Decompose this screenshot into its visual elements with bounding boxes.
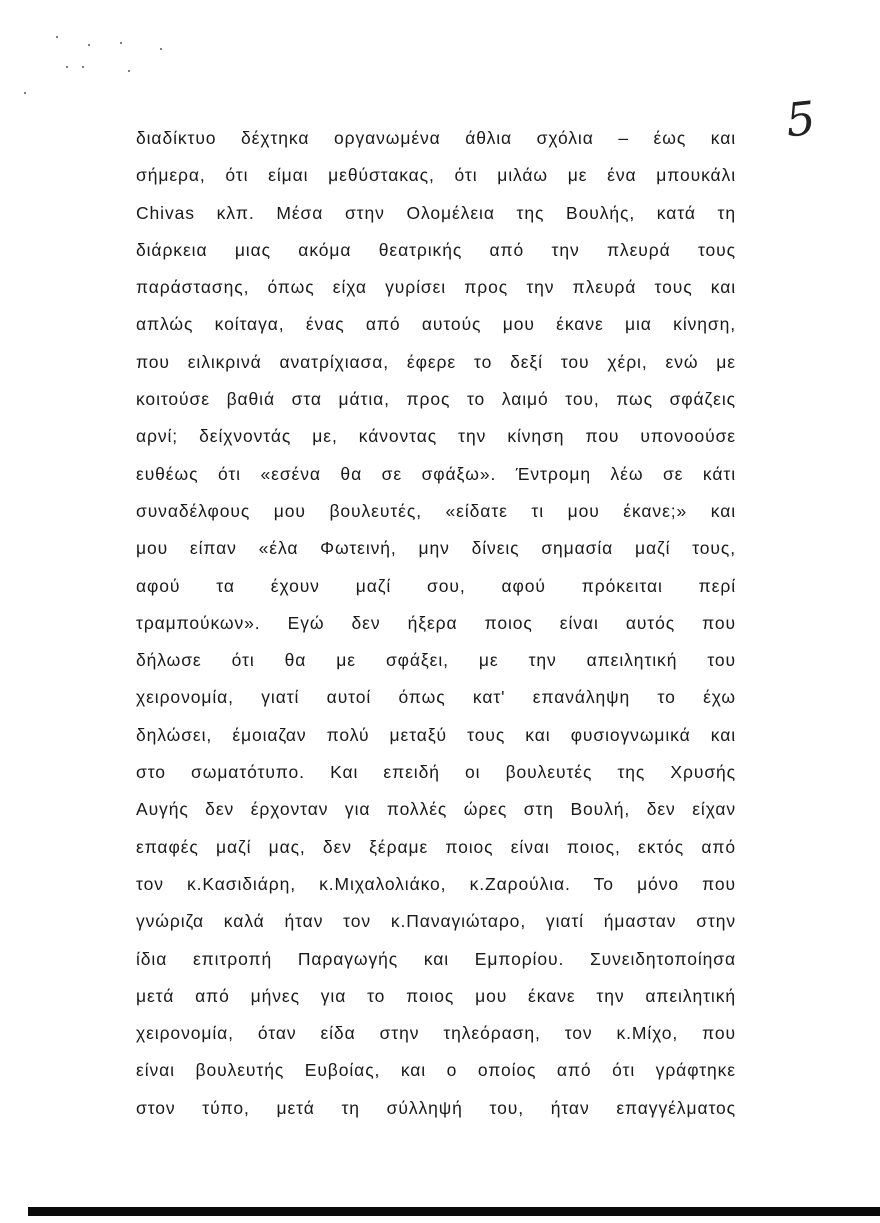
text-line: στο σωματότυπο. Και επειδή οι βουλευτές της Χρυσής	[136, 762, 736, 783]
scan-speck	[24, 92, 26, 94]
text-line: επαφές μαζί μας, δεν ξέραμε ποιος είναι ποιος, εκτός από	[136, 836, 736, 857]
text-line: χειρονομία, γιατί αυτοί όπως κατ' επανάληψη το έχω	[136, 687, 736, 708]
text-line: Chivas κλπ. Μέσα στην Ολομέλεια της Βουλής, κατά τη	[136, 202, 736, 223]
scan-speck	[56, 36, 58, 38]
scan-speck	[120, 42, 122, 44]
text-line: ίδια επιτροπή Παραγωγής και Εμπορίου. Συνειδητοποίησα	[136, 948, 736, 969]
scan-speck	[160, 48, 162, 50]
text-line: χειρονομία, όταν είδα στην τηλεόραση, τον κ.Μίχο, που	[136, 1023, 736, 1044]
text-line: απλώς κοίταγα, ένας από αυτούς μου έκανε μια κίνηση,	[136, 314, 736, 335]
page-number: 5	[783, 90, 819, 148]
text-line: παράστασης, όπως είχα γυρίσει προς την πλευρά τους και	[136, 277, 736, 298]
text-line: ευθέως ότι «εσένα θα σε σφάξω». Έντρομη λέω σε κάτι	[136, 463, 736, 484]
text-line: είναι βουλευτής Ευβοίας, και ο οποίος από ότι γράφτηκε	[136, 1060, 736, 1081]
text-line: στον τύπο, μετά τη σύλληψή του, ήταν επαγγέλματος	[136, 1097, 736, 1118]
text-line: διαδίκτυο δέχτηκα οργανωμένα άθλια σχόλια – έως και	[136, 128, 736, 148]
text-line: συναδέλφους μου βουλευτές, «είδατε τι μου έκανε;» και	[136, 500, 736, 521]
text-line: τραμπούκων». Εγώ δεν ήξερα ποιος είναι αυτός που	[136, 612, 736, 633]
scan-speck	[66, 66, 68, 68]
text-line: αφού τα έχουν μαζί σου, αφού πρόκειται περί	[136, 575, 736, 596]
text-line: δήλωσε ότι θα με σφάξει, με την απειλητική του	[136, 650, 736, 671]
text-line: κοιτούσε βαθιά στα μάτια, προς το λαιμό του, πως σφάζεις	[136, 389, 736, 410]
bottom-border-rule	[28, 1207, 880, 1216]
scan-speck	[82, 66, 84, 68]
document-body	[136, 120, 736, 1127]
scan-speck	[88, 44, 90, 46]
scan-speck	[128, 70, 130, 72]
text-line: γνώριζα καλά ήταν τον κ.Παναγιώταρο, γιατί ήμασταν στην	[136, 911, 736, 932]
text-line: σήμερα, ότι είμαι μεθύστακας, ότι μιλάω με ένα μπουκάλι	[136, 165, 736, 186]
text-line: που ειλικρινά ανατρίχιασα, έφερε το δεξί του χέρι, ενώ με	[136, 351, 736, 372]
text-line: τον κ.Κασιδιάρη, κ.Μιχαλολιάκο, κ.Ζαρούλια. Το μόνο που	[136, 873, 736, 894]
text-line: αρνί; δείχνοντάς με, κάνοντας την κίνηση που υπονοούσε	[136, 426, 736, 447]
text-line: μου είπαν «έλα Φωτεινή, μην δίνεις σημασία μαζί τους,	[136, 538, 736, 559]
text-line: μετά από μήνες για το ποιος μου έκανε την απειλητική	[136, 985, 736, 1006]
text-line: Αυγής δεν έρχονταν για πολλές ώρες στη Βουλή, δεν είχαν	[136, 799, 736, 820]
text-line: διάρκεια μιας ακόμα θεατρικής από την πλευρά τους	[136, 239, 736, 260]
text-line: δηλώσει, έμοιαζαν πολύ μεταξύ τους και φυσιογνωμικά και	[136, 724, 736, 745]
